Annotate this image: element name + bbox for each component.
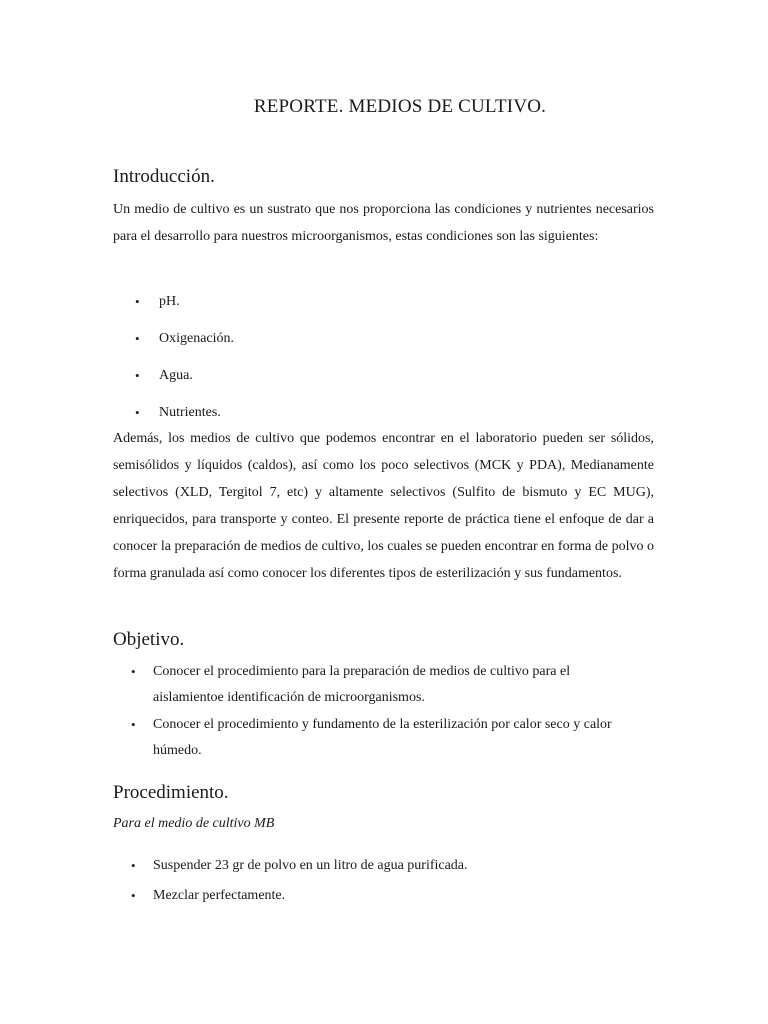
list-item: • Mezclar perfectamente. — [113, 886, 468, 916]
heading-introduccion: Introducción. — [113, 166, 215, 187]
list-item: • Conocer el procedimiento para la preparación de medios de cultivo para el aislamientoe identificación de microorganismos. — [113, 659, 633, 711]
objetivo-list — [113, 659, 633, 765]
list-item: • pH. — [113, 292, 234, 329]
list-item: • Suspender 23 gr de polvo en un litro de agua purificada. — [113, 856, 468, 886]
list-item: • Conocer el procedimiento y fundamento de la esterilización por calor seco y calor húmedo. — [113, 712, 633, 764]
bullet-icon: • — [135, 331, 140, 346]
bullet-icon: • — [135, 368, 140, 383]
bullet-icon: • — [135, 294, 140, 309]
document-title: REPORTE. MEDIOS DE CULTIVO. — [253, 96, 547, 117]
intro-paragraph-2: Además, los medios de cultivo que podemos encontrar en el laboratorio pueden ser sólidos, semisólidos y líquidos (caldos), así como los poco selectivos (MCK y PDA), Medianamente selectivos (XLD, Tergitol 7, etc) y altamente selectivos (Sulfito de bismuto y EC MUG), enriquecidos, para transporte y conteo. El presente reporte de práctica tiene el enfoque de dar a conocer la preparación de medios de cultivo, los cuales se pueden encontrar en forma de polvo o forma granulada así como conocer los diferentes tipos de esterilización y sus fundamentos. — [113, 431, 654, 581]
procedimiento-list — [113, 856, 468, 916]
bullet-icon: • — [131, 664, 136, 679]
heading-procedimiento: Procedimiento. — [113, 782, 229, 803]
conditions-list — [113, 292, 234, 440]
list-item: • Nutrientes. — [113, 403, 234, 440]
intro-paragraph: Un medio de cultivo es un sustrato que nos proporciona las condiciones y nutrientes necesarios para el desarrollo para nuestros microorganismos, estas condiciones son las siguientes: — [113, 202, 654, 244]
bullet-icon: • — [131, 858, 136, 873]
bullet-icon: • — [131, 717, 136, 732]
bullet-icon: • — [135, 405, 140, 420]
list-item: • Oxigenación. — [113, 329, 234, 366]
procedimiento-subtitle: Para el medio de cultivo MB — [113, 816, 275, 831]
list-item: • Agua. — [113, 366, 234, 403]
heading-objetivo: Objetivo. — [113, 629, 185, 650]
bullet-icon: • — [131, 888, 136, 903]
